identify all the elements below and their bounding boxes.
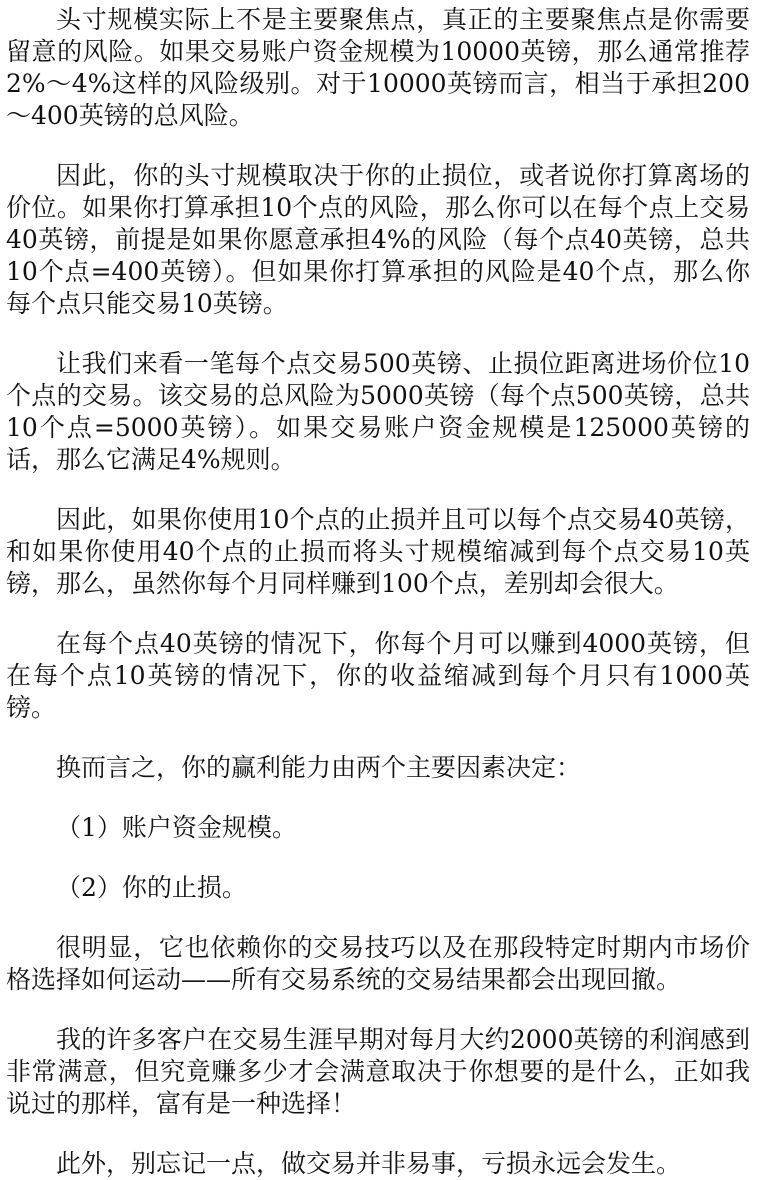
paragraph-example-trade: 让我们来看一笔每个点交易500英镑、止损位距离进场价位10个点的交易。该交易的总风险为5000英镑（每个点500英镑，总共10个点=5000英镑）。如果交易账户资金规模是125000英镑的话，那么它满足4%规则。 [6,349,750,474]
list-item-account-size: （1）账户资金规模。 [56,813,297,842]
paragraph-stop-comparison: 因此，如果你使用10个点的止损并且可以每个点交易40英镑，和如果你使用40个点的止损而将头寸规模缩减到每个点交易10英镑，那么，虽然你每个月同样赚到100个点，差别却会很大。 [6,505,750,598]
paragraph-profit-factors-intro: 换而言之，你的赢利能力由两个主要因素决定： [56,753,582,782]
paragraph-trading-skill: 很明显，它也依赖你的交易技巧以及在那段特定时期内市场价格选择如何运动——所有交易系统的交易结果都会出现回撤。 [6,933,750,994]
paragraph-client-satisfaction: 我的许多客户在交易生涯早期对每月大约2000英镑的利润感到非常满意，但究竟赚多少才会满意取决于你想要的是什么，正如我说过的那样，富有是一种选择！ [6,1025,750,1118]
paragraph-monthly-earnings: 在每个点40英镑的情况下，你每个月可以赚到4000英镑，但在每个点10英镑的情况下，你的收益缩减到每个月只有1000英镑。 [6,629,750,722]
list-item-stop-loss: （2）你的止损。 [56,873,247,902]
paragraph-stop-loss-position: 因此，你的头寸规模取决于你的止损位，或者说你打算离场的价位。如果你打算承担10个点的风险，那么你可以在每个点上交易40英镑，前提是如果你愿意承担4%的风险（每个点40英镑，总共10个点=400英镑）。但如果你打算承担的风险是40个点，那么你每个点只能交易10英镑。 [6,161,750,318]
paragraph-position-size-risk: 头寸规模实际上不是主要聚焦点，真正的主要聚焦点是你需要留意的风险。如果交易账户资金规模为10000英镑，那么通常推荐2%～4%这样的风险级别。对于10000英镑而言，相当于承担200～400英镑的总风险。 [6,5,750,130]
paragraph-losses-happen: 此外，别忘记一点，做交易并非易事，亏损永远会发生。 [56,1149,682,1178]
